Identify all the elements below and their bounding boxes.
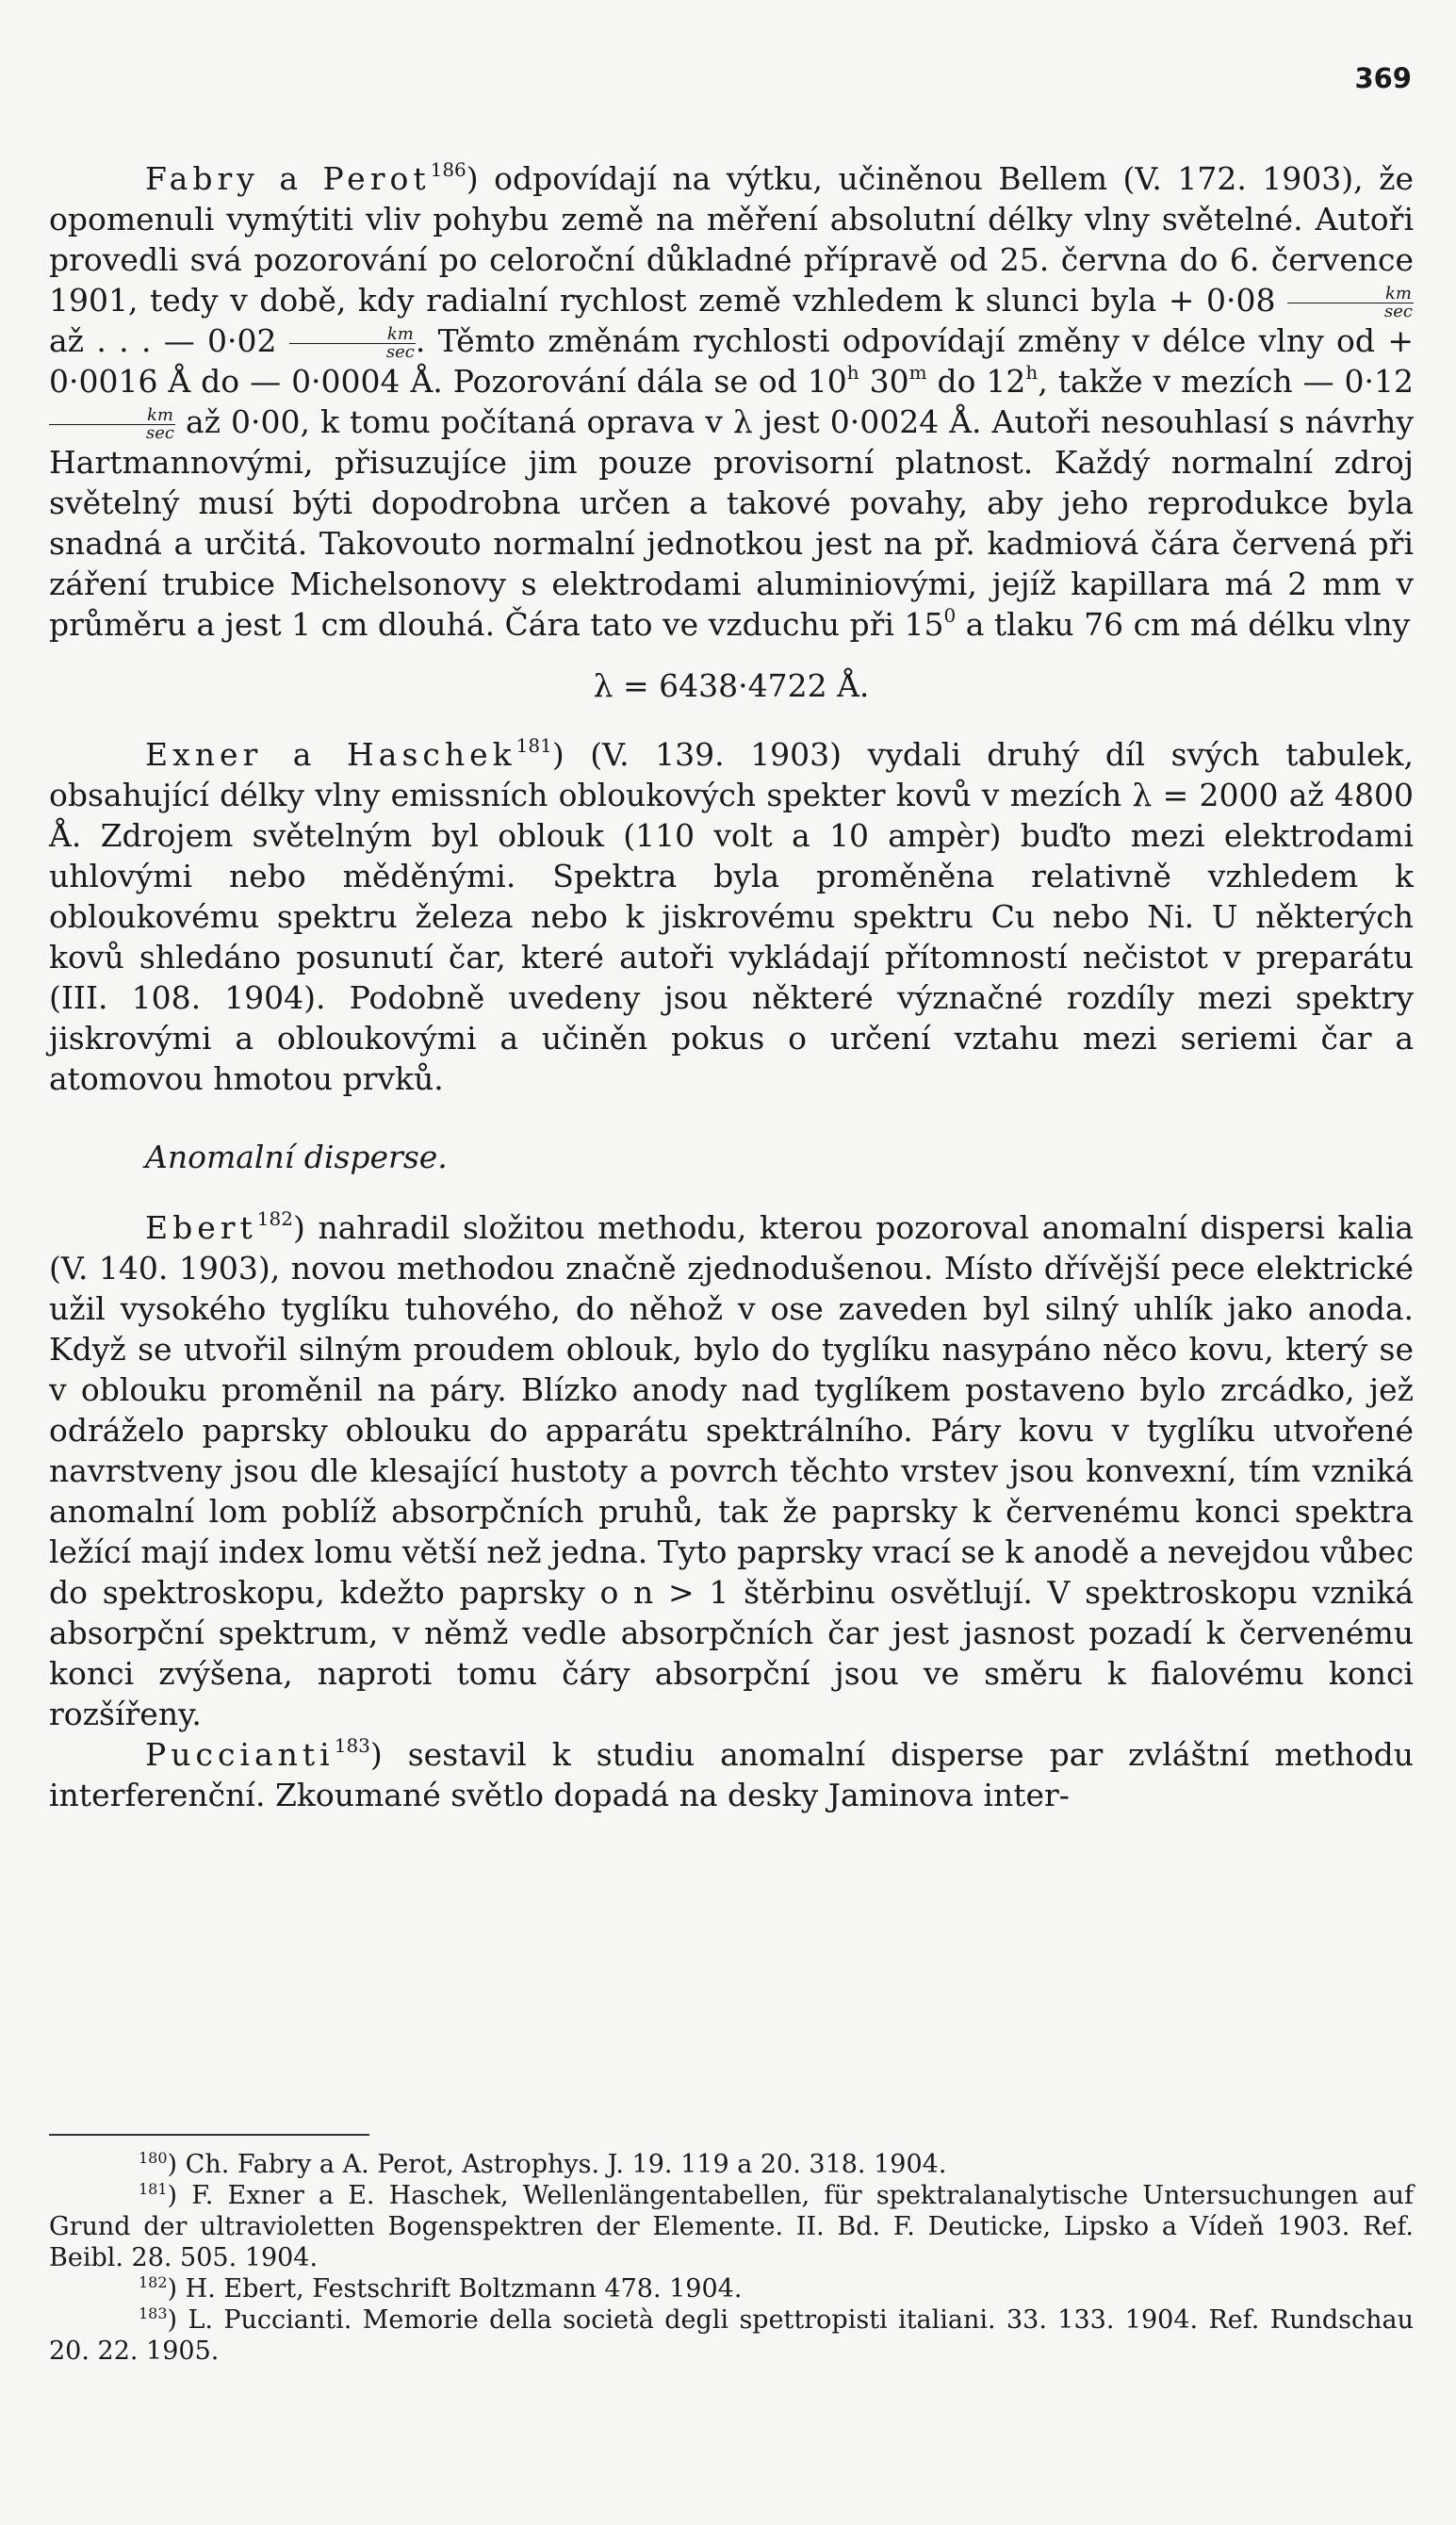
footnote-ref: 182: [256, 1207, 293, 1230]
footnote: $^{181}$) F. Exner a E. Haschek, Wellenlängentabellen, für spektralanalytische Untersuchungen auf Grund der ultravioletten Bogenspektren der Elemente. II. Bd. F. Deuticke, Lipsko a Vídeň 1903. Ref. Beibl. 28. 505. 1904.: [49, 2180, 1414, 2272]
formula-wavelength: λ = 6438·4722 Å.: [593, 667, 870, 704]
paragraph-text: ) odpovídají na výtku, učiněnou Bellem (V. 172. 1903), že opomenuli vymýtiti vliv pohybu země na měření absolutní délky vlny světelné. Autoři provedli svá pozorování po celoroční důkladné přípravě od 25. června do 6. července 1901, tedy v době, kdy radialní rychlost země vzhledem k slunci byla + 0·08: [49, 160, 1414, 319]
paragraph-puccianti: [49, 1734, 1414, 1815]
paragraph-fabry-perot: Fabry a Perot$^{186}$) odpovídají na výtku, učiněnou Bellem (V. 172. 1903), že opomenuli vymýtiti vliv pohybu země na měření absolutní délky vlny světelné. Autoři provedli svá pozorování po celoroční důkladné přípravě od 25. června do 6. července 1901, tedy v době, kdy radialní rychlost země vzhledem k slunci byla + 0·08 $\frac{km}{\sec}$ až . . . — 0·02 $\frac{km}{\sec}$ . Těmto změnám rychlosti odpovídají změny v délce vlny od + 0·0016 Å do — 0·0004 Å. Pozorování dála se od 10$^h$ 30$^m$ do 12$^h$, takže v mezích — 0·12 $\frac{km}{\sec}$ až 0·00, k tomu počítaná oprava v λ jest 0·0024 Å. Autoři nesouhlasí s návrhy Hartmannovými, přisuzujíce jim pouze provisorní platnost. Každý normalní zdroj světelný musí býti dopodrobna určen a takové povahy, aby jeho reprodukce byla snadná a určitá. Takovouto normalní jednotkou jest na př. kadmiová čára červená při záření trubice Michelsonovy s elektrodami aluminiovými, jejíž kapillara má 2 mm v průměru a jest 1 cm dlouhá. Čára tato ve vzduchu při $15^0$ a tlaku 76 cm má délku vlny: [49, 158, 1414, 643]
paragraph-text: . Těmto změnám rychlosti odpovídají změny v délce vlny od + 0·0016 Å do — 0·0004 Å. Pozorování dála se od 10: [49, 322, 1414, 400]
fraction-km-sec: $\frac{km}{\sec}$: [289, 326, 416, 361]
footnote: $^{182}$) H. Ebert, Festschrift Boltzmann 478. 1904.: [139, 2273, 743, 2304]
author-name: Fabry a Perot: [145, 160, 431, 197]
footnote-ref: 186: [430, 158, 466, 181]
author-name: Ebert: [145, 1209, 257, 1246]
footnote-ref: 183: [334, 1734, 370, 1757]
footnote-divider: [49, 2134, 369, 2136]
paragraph-text: ) (V. 139. 1903) vydali druhý díl svých tabulek, obsahující délky vlny emissních obloukových spekter kovů v mezích λ = 2000 až 4800 Å. Zdrojem světelným byl oblouk (110 volt a 10 ampèr) buďto mezi elektrodami uhlovými nebo měděnými. Spektra byla proměněna relativně vzhledem k obloukovému spektru železa nebo k jiskrovému spektru Cu nebo Ni. U některých kovů shledáno posunutí čar, které autoři vykládají přítomností nečistot v preparátu (III. 108. 1904). Podobně uvedeny jsou některé význačné rozdíly mezi spektry jiskrovými a obloukovými a učiněn pokus o určení vztahu mezi seriemi čar a atomovou hmotou prvků.: [49, 736, 1414, 1097]
author-name: Puccianti: [145, 1736, 335, 1773]
paragraph-text: ) sestavil k studiu anomalní disperse par zvláštní methodu interferenční. Zkoumané světlo dopadá na desky Jaminova inter-: [49, 1736, 1414, 1813]
footnote: $^{183}$) L. Puccianti. Memorie della società degli spettropisti italiani. 33. 133. 1904. Ref. Rundschau 20. 22. 1905.: [49, 2304, 1414, 2366]
fraction-km-sec: $\frac{km}{\sec}$: [1287, 286, 1414, 320]
footnote: $^{180}$) Ch. Fabry a A. Perot, Astrophys. J. 19. 119 a 20. 318. 1904.: [139, 2149, 947, 2179]
footnote-ref: 181: [515, 734, 552, 757]
fraction-km-sec: $\frac{km}{\sec}$: [49, 407, 175, 442]
paragraph-exner-haschek: [49, 734, 1414, 1099]
page-number: 369: [1354, 62, 1412, 94]
paragraph-ebert: [49, 1207, 1414, 1734]
author-name: Exner a Haschek: [145, 736, 516, 773]
section-title: Anomalní disperse.: [145, 1139, 448, 1175]
paragraph-text: až . . . — 0·02: [49, 322, 289, 359]
footnotes: [49, 2149, 1414, 2367]
paragraph-text: ) nahradil složitou methodu, kterou pozoroval anomalní dispersi kalia (V. 140. 1903), novou methodou značně zjednodušenou. Místo dřívější pece elektrické užil vysokého tyglíku tuhového, do něhož v ose zaveden byl silný uhlík jako anoda. Když se utvořil silným proudem oblouk, bylo do tyglíku nasypáno něco kovu, který se v oblouku proměnil na páry. Blízko anody nad tyglíkem postaveno bylo zrcádko, jež odráželo paprsky oblouku do apparátu spektrálního. Páry kovu v tyglíku utvořené navrstveny jsou dle klesající hustoty a povrch těchto vrstev jsou konvexní, tím vzniká anomalní lom poblíž absorpčních pruhů, tak že paprsky k červenému konci spektra ležící mají index lomu větší než jedna. Tyto paprsky vrací se k anodě a nevejdou vůbec do spektroskopu, kdežto paprsky o n > 1 štěrbinu osvětlují. V spektroskopu vzniká absorpční spektrum, v němž vedle absorpčních čar jest jasnost pozadí k červenému konci zvýšena, naproti tomu čáry absorpční jsou ve směru k fialovému konci rozšířeny.: [49, 1209, 1414, 1732]
main-text: [49, 158, 1414, 1815]
